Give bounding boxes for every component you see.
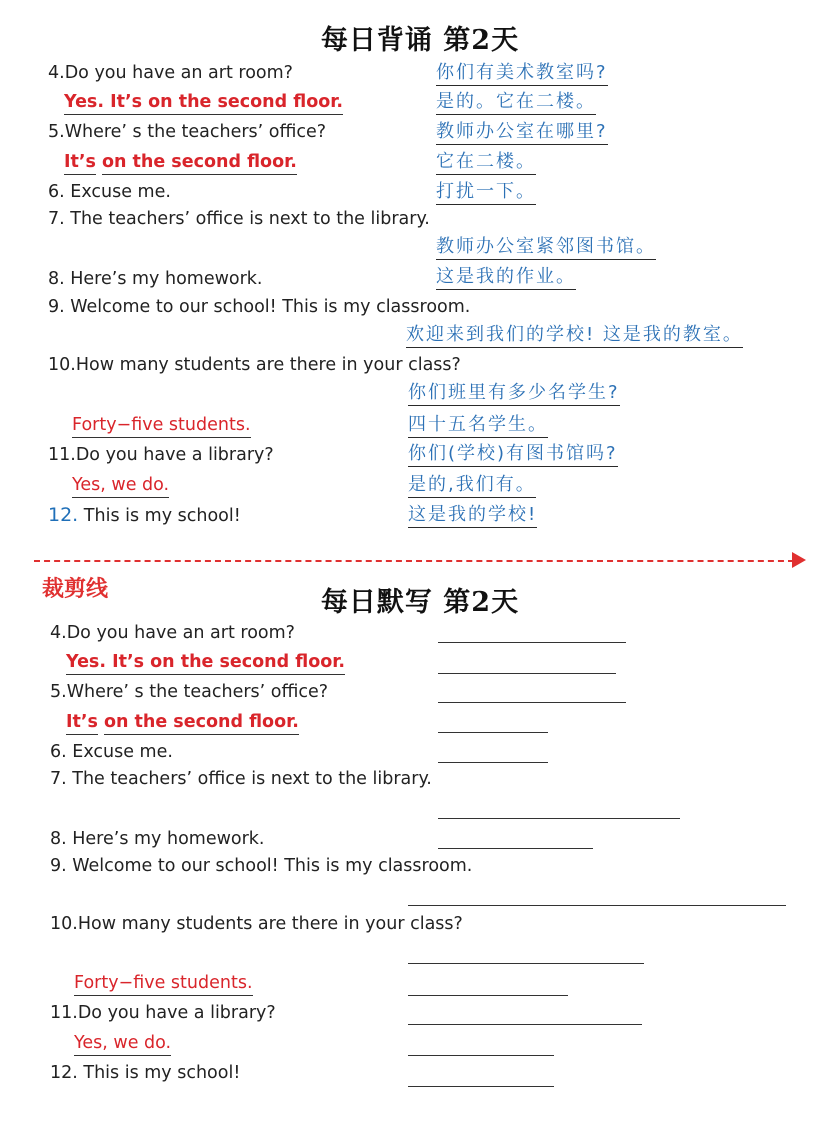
- recite-q9-cn: 欢迎来到我们的学校! 这是我的教室。: [406, 324, 743, 348]
- recite-q8: 8. Here’s my homework.: [48, 269, 263, 289]
- recite-a5-part2: on the second floor.: [102, 151, 297, 175]
- dictation-q11: 11.Do you have a library?: [50, 1003, 276, 1023]
- recite-a4: [64, 91, 343, 115]
- dictation-a5: [66, 711, 299, 735]
- cut-arrow-icon: [792, 552, 806, 568]
- dictation-a4: [66, 651, 345, 675]
- dictation-a10-blank[interactable]: [408, 995, 568, 996]
- recite-a5-part1: It’s: [64, 151, 96, 175]
- recite-q4-cn: 你们有美术教室吗?: [436, 62, 608, 86]
- recite-a5: [64, 151, 297, 175]
- recite-a11-cn: 是的,我们有。: [408, 474, 536, 498]
- dictation-q7-blank[interactable]: [438, 818, 680, 819]
- dictation-q6: 6. Excuse me.: [50, 742, 173, 762]
- dictation-a11-blank[interactable]: [408, 1055, 554, 1056]
- dictation-a5-part1: It’s: [66, 711, 98, 735]
- dictation-title: 每日默写 第2天: [320, 587, 520, 618]
- recite-q5: 5.Where’ s the teachers’ office?: [48, 122, 327, 142]
- dictation-q8-blank[interactable]: [438, 848, 593, 849]
- dictation-a10-text: Forty−five students.: [74, 972, 253, 996]
- recite-q9: 9. Welcome to our school! This is my classroom.: [48, 297, 471, 317]
- dictation-q10: 10.How many students are there in your class?: [50, 914, 463, 934]
- cut-line: [34, 560, 794, 562]
- recite-a11: [72, 474, 169, 498]
- recite-a10-text: Forty−five students.: [72, 414, 251, 438]
- recite-q12-text: This is my school!: [83, 506, 241, 526]
- recite-q5-cn: 教师办公室在哪里?: [436, 121, 608, 145]
- dictation-a4-blank[interactable]: [438, 673, 616, 674]
- recite-a11-text: Yes, we do.: [72, 474, 169, 498]
- recite-a10-cn: 四十五名学生。: [408, 414, 548, 438]
- dictation-a11-text: Yes, we do.: [74, 1032, 171, 1056]
- recite-q12-number: 12.: [48, 504, 79, 526]
- recite-q6: 6. Excuse me.: [48, 182, 171, 202]
- cut-label: 裁剪线: [42, 576, 109, 602]
- dictation-q5: 5.Where’ s the teachers’ office?: [50, 682, 329, 702]
- dictation-q9-blank[interactable]: [408, 905, 786, 906]
- dictation-q4: 4.Do you have an art room?: [50, 623, 295, 643]
- recite-q11-cn: 你们(学校)有图书馆吗?: [408, 443, 618, 467]
- recite-q8-cn: 这是我的作业。: [436, 266, 576, 290]
- dictation-q10-blank[interactable]: [408, 963, 644, 964]
- recite-q4: 4.Do you have an art room?: [48, 63, 293, 83]
- recite-q7-cn: 教师办公室紧邻图书馆。: [436, 236, 656, 260]
- dictation-q8: 8. Here’s my homework.: [50, 829, 265, 849]
- recite-q10-cn: 你们班里有多少名学生?: [408, 382, 620, 406]
- recite-q6-cn: 打扰一下。: [436, 181, 536, 205]
- dictation-a11: [74, 1032, 171, 1056]
- dictation-q9: 9. Welcome to our school! This is my classroom.: [50, 856, 473, 876]
- recite-a4-cn: 是的。它在二楼。: [436, 91, 596, 115]
- recite-a10: [72, 414, 251, 438]
- recite-a4-text: Yes. It’s on the second floor.: [64, 91, 343, 115]
- recite-a5-cn: 它在二楼。: [436, 151, 536, 175]
- recite-q11: 11.Do you have a library?: [48, 445, 274, 465]
- dictation-q5-blank[interactable]: [438, 702, 626, 703]
- dictation-q11-blank[interactable]: [408, 1024, 642, 1025]
- recite-q12-cn: 这是我的学校!: [408, 504, 537, 528]
- recite-title: 每日背诵 第2天: [320, 25, 520, 56]
- recite-q10: 10.How many students are there in your class?: [48, 355, 461, 375]
- recite-q7: 7. The teachers’ office is next to the library.: [48, 209, 430, 229]
- dictation-a5-part2: on the second floor.: [104, 711, 299, 735]
- dictation-q12: 12. This is my school!: [50, 1063, 241, 1083]
- dictation-q4-blank[interactable]: [438, 642, 626, 643]
- dictation-a10: [74, 972, 253, 996]
- dictation-a5-blank[interactable]: [438, 732, 548, 733]
- dictation-q7: 7. The teachers’ office is next to the library.: [50, 769, 432, 789]
- dictation-a4-text: Yes. It’s on the second floor.: [66, 651, 345, 675]
- dictation-q6-blank[interactable]: [438, 762, 548, 763]
- dictation-q12-blank[interactable]: [408, 1086, 554, 1087]
- recite-q12: [48, 504, 241, 527]
